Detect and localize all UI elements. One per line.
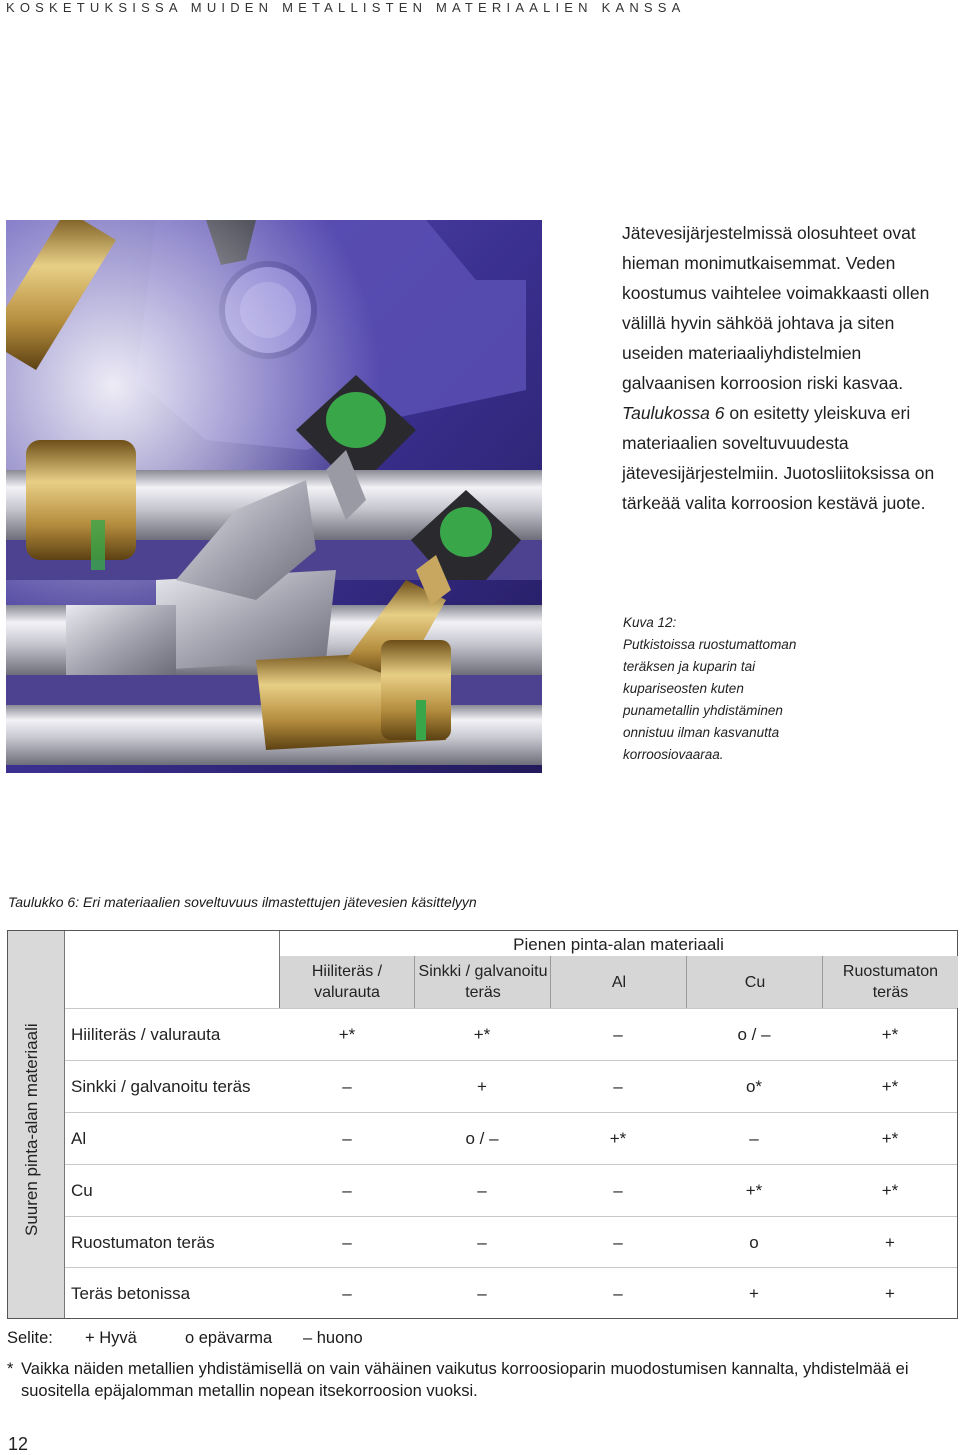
caption-label: Kuva 12: bbox=[623, 615, 677, 630]
table-title: Taulukko 6: Eri materiaalien soveltuvuus ilmastettujen jätevesien käsittelyyn bbox=[8, 894, 477, 910]
table-cell: – bbox=[613, 1181, 623, 1200]
row-label: Teräs betonissa bbox=[71, 1284, 191, 1303]
table-cell: – bbox=[342, 1129, 352, 1148]
column-header: Al bbox=[550, 956, 687, 1008]
caption-text: Putkistoissa ruostumattoman teräksen ja kuparin tai kupariseosten kuten punametallin yhdistäminen onnistuu ilman kasvanutta korroosiovaaraa. bbox=[623, 637, 797, 762]
legend-good: + Hyvä bbox=[85, 1329, 137, 1347]
row-label: Ruostumaton teräs bbox=[71, 1233, 215, 1252]
table-cell: +* bbox=[609, 1129, 627, 1148]
table-row bbox=[65, 1008, 957, 1060]
table-reference: Taulukossa 6 bbox=[622, 403, 725, 423]
table-row bbox=[65, 1112, 957, 1164]
column-header: Cu bbox=[686, 956, 823, 1008]
row-label: Sinkki / galvanoitu teräs bbox=[71, 1077, 251, 1096]
body-paragraph bbox=[622, 218, 958, 518]
figure-caption bbox=[623, 612, 813, 766]
table-cell: – bbox=[477, 1284, 487, 1303]
table-cell: +* bbox=[745, 1181, 763, 1200]
page-number: 12 bbox=[8, 1434, 29, 1454]
row-label: Hiiliteräs / valurauta bbox=[71, 1025, 221, 1044]
table-row bbox=[65, 1267, 957, 1319]
footnote-marker: * bbox=[7, 1360, 14, 1378]
product-photo bbox=[6, 220, 542, 773]
table-cell: + bbox=[749, 1284, 759, 1303]
table-cell: – bbox=[613, 1077, 623, 1096]
group-header: Pienen pinta-alan materiaali bbox=[280, 931, 957, 956]
table-corner bbox=[65, 931, 280, 1008]
column-header: Sinkki / galvanoitu teräs bbox=[414, 956, 551, 1008]
table-cell: +* bbox=[881, 1025, 899, 1044]
body-text-part-1: Jätevesijärjestelmissä olosuhteet ovat hieman monimutkaisemmat. Veden koostumus vaihtelee voimakkaasti ollen välillä hyvin sähköä johtava ja siten useiden materiaaliyhdistelmien galvaanisen korroosion riski kasvaa. bbox=[622, 223, 930, 393]
table-cell: – bbox=[342, 1077, 352, 1096]
table-cell: – bbox=[477, 1233, 487, 1252]
table-cell: + bbox=[477, 1077, 487, 1096]
running-header: KOSKETUKSISSA MUIDEN METALLISTEN MATERIAALIEN KANSSA bbox=[6, 0, 686, 15]
column-header: Hiiliteräs / valurauta bbox=[280, 956, 414, 1008]
table-row bbox=[65, 1164, 957, 1216]
row-label: Cu bbox=[71, 1181, 93, 1200]
table-cell: – bbox=[477, 1181, 487, 1200]
table-cell: +* bbox=[881, 1181, 899, 1200]
table-cell: o* bbox=[745, 1077, 763, 1096]
table-cell: +* bbox=[338, 1025, 356, 1044]
legend bbox=[7, 1329, 363, 1348]
row-label: Al bbox=[71, 1129, 87, 1148]
table-row bbox=[65, 1060, 957, 1112]
pipes-and-valves-illustration bbox=[6, 220, 542, 773]
legend-uncertain: o epävarma bbox=[185, 1329, 273, 1347]
legend-label: Selite: bbox=[7, 1329, 53, 1347]
table-cell: – bbox=[613, 1233, 623, 1252]
table-cell: +* bbox=[881, 1129, 899, 1148]
table-row bbox=[65, 1216, 957, 1268]
table-cell: – bbox=[342, 1181, 352, 1200]
table-cell: + bbox=[885, 1284, 895, 1303]
compatibility-table bbox=[7, 930, 958, 1319]
table-cell: +* bbox=[473, 1025, 491, 1044]
table-cell: – bbox=[342, 1233, 352, 1252]
footnote-text: Vaikka näiden metallien yhdistämisellä on vain vähäinen vaikutus korroosioparin muodostumisen kannalta, yhdistelmää ei suositella epäjalomman metallin nopean itsekorroosion vuoksi. bbox=[21, 1360, 909, 1400]
table-cell: o / – bbox=[737, 1025, 771, 1044]
side-label-box bbox=[8, 931, 65, 1318]
table-cell: – bbox=[342, 1284, 352, 1303]
table-cell: o / – bbox=[465, 1129, 499, 1148]
footnote bbox=[7, 1358, 955, 1402]
legend-poor: – huono bbox=[303, 1329, 363, 1347]
body-text-part-2: on esitetty yleiskuva eri materiaalien soveltuvuudesta jätevesijärjestelmiin. Juotosliitoksissa on tärkeää valita korroosion kestävä juote. bbox=[622, 403, 935, 513]
table-cell: – bbox=[613, 1025, 623, 1044]
side-label: Suuren pinta-alan materiaali bbox=[22, 1023, 41, 1236]
table-cell: +* bbox=[881, 1077, 899, 1096]
table-cell: – bbox=[749, 1129, 759, 1148]
table-cell: o bbox=[749, 1233, 759, 1252]
table-cell: + bbox=[885, 1233, 895, 1252]
table-cell: – bbox=[613, 1284, 623, 1303]
column-header: Ruostumaton teräs bbox=[822, 956, 958, 1008]
